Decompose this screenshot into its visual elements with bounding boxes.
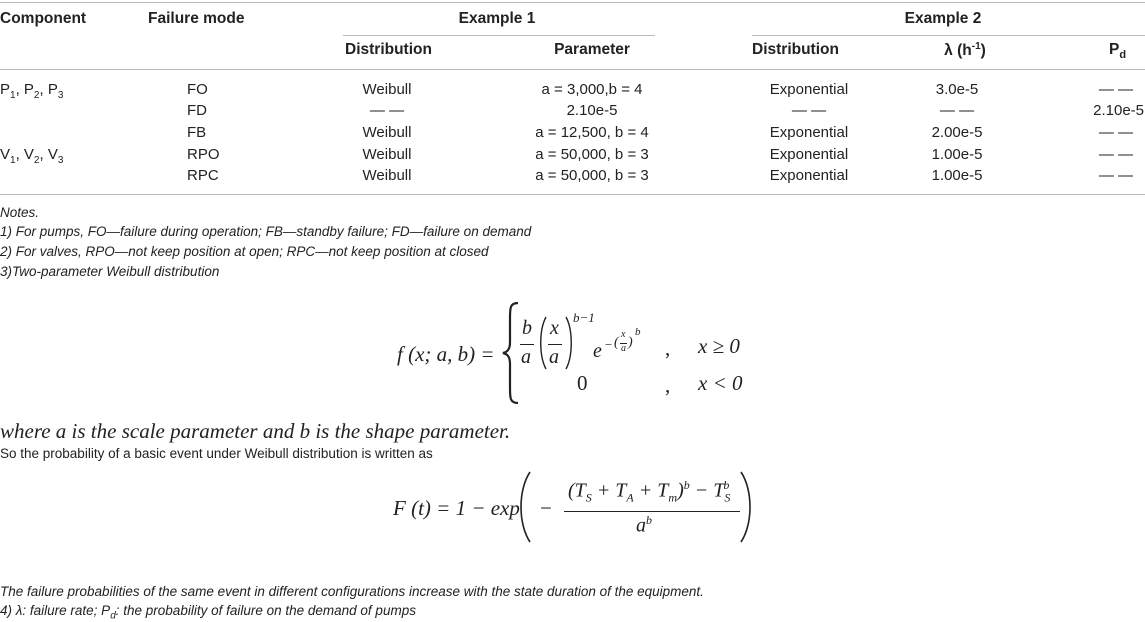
comma-1: , — [665, 336, 671, 360]
note-3: 3)Two-parameter Weibull distribution — [0, 264, 220, 279]
exp-minus: − — [604, 337, 613, 352]
row-4-pd: — — — [1098, 146, 1133, 163]
note-4: 4) λ: failure rate; $P_d$: the probability of failure on the demand of pumps — [0, 603, 416, 622]
frac-b-num: b — [522, 317, 532, 339]
row-2-e1-param: 2.10e-5 — [566, 102, 618, 119]
frac-x-num: x — [550, 317, 559, 339]
row-4-lambda: 1.00e-5 — [931, 146, 983, 163]
row-1-lambda: 3.0e-5 — [935, 81, 979, 98]
row-4-mode: RPO — [187, 146, 220, 163]
lambda-close: ) — [980, 42, 986, 60]
row-5-e1-dist: Weibull — [362, 167, 412, 184]
exp-a: a — [621, 343, 626, 354]
zero-value: 0 — [577, 371, 588, 395]
note-1: 1) For pumps, FO—failure during operation; FB—standby failure; FD—failure on demand — [0, 224, 532, 239]
F-minus: − — [540, 496, 552, 520]
table-top-rule — [0, 2, 1145, 3]
lambda-sup: -1 — [971, 41, 981, 52]
pd-text: P — [1109, 41, 1120, 58]
header-e1-parameter: Parameter — [554, 41, 630, 58]
row-1-e2-dist: Exponential — [769, 81, 849, 98]
row-4-e2-dist: Exponential — [769, 146, 849, 163]
header-e2-pd — [1109, 41, 1126, 61]
so-text: So the probability of a basic event under Weibull distribution is written as — [0, 446, 433, 461]
row-3-e1-dist: Weibull — [362, 124, 412, 141]
row-5-e1-param: a = 50,000, b = 3 — [535, 167, 649, 184]
row-2-pd: 2.10e-5 — [1093, 102, 1144, 119]
big-paren-open — [517, 470, 533, 544]
exp-paren-close: ) — [628, 335, 633, 350]
weibull-lhs: f (x; a, b) = — [397, 342, 495, 366]
component-pumps: $P_1$, $P_2$, $P_3$ — [0, 81, 64, 101]
F-denominator: $a^b$ — [636, 513, 652, 537]
header-failure-mode: Failure mode — [148, 10, 245, 27]
row-1-mode: FO — [187, 81, 208, 98]
frac-b-den: a — [521, 346, 531, 368]
row-3-e1-param: a = 12,500, b = 4 — [535, 124, 649, 141]
row-1-e1-dist: Weibull — [362, 81, 412, 98]
table-bottom-rule — [0, 194, 1145, 195]
row-2-e2-dist: — — — [791, 102, 827, 119]
example-2-underline — [752, 35, 1145, 36]
row-3-mode: FB — [187, 124, 207, 141]
note-2: 2) For valves, RPO—not keep position at open; RPC—not keep position at closed — [0, 244, 489, 259]
row-5-mode: RPC — [187, 167, 219, 184]
header-bottom-rule — [0, 69, 1145, 70]
condition-1: x ≥ 0 — [698, 334, 740, 358]
row-4-e1-dist: Weibull — [362, 146, 412, 163]
lambda-text: λ (h — [944, 42, 972, 60]
header-example-1: Example 1 — [458, 10, 536, 27]
row-3-pd: — — — [1098, 124, 1133, 141]
notes-heading: Notes. — [0, 205, 40, 220]
component-valves: $V_1$, $V_2$, $V_3$ — [0, 146, 64, 166]
header-e2-distribution: Distribution — [752, 41, 839, 58]
row-5-lambda: 1.00e-5 — [931, 167, 983, 184]
row-4-e1-param: a = 50,000, b = 3 — [535, 146, 649, 163]
row-3-e2-dist: Exponential — [769, 124, 849, 141]
F-fraction-bar — [564, 511, 740, 512]
paren-open — [538, 316, 548, 370]
left-brace — [501, 302, 521, 404]
row-3-lambda: 2.00e-5 — [931, 124, 983, 141]
row-1-e1-param: a = 3,000,b = 4 — [541, 81, 643, 98]
exp-b: b — [635, 326, 641, 338]
exp-x: x — [621, 329, 626, 340]
row-5-e2-dist: Exponential — [769, 167, 849, 184]
header-example-2: Example 2 — [904, 10, 982, 27]
header-e2-lambda — [944, 41, 986, 60]
F-lhs: F (t) = 1 − exp — [393, 496, 520, 520]
row-2-lambda: — — — [939, 102, 975, 119]
comma-2: , — [665, 373, 671, 397]
frac-x-den: a — [549, 346, 559, 368]
big-paren-close — [738, 470, 754, 544]
row-2-mode: FD — [187, 102, 207, 119]
row-1-pd: — — — [1098, 81, 1133, 98]
where-text: where a is the scale parameter and b is the shape parameter. — [0, 419, 511, 443]
header-e1-distribution: Distribution — [345, 41, 432, 58]
condition-2: x < 0 — [698, 371, 743, 395]
exp-e: e — [593, 340, 602, 362]
exp-paren: ( — [614, 335, 619, 350]
header-component: Component — [0, 10, 87, 27]
exp-b-minus-1: b−1 — [573, 310, 595, 325]
increase-text: The failure probabilities of the same event in different configurations increase with the state duration of the equipment. — [0, 584, 704, 599]
example-1-underline — [343, 35, 655, 36]
row-5-pd: — — — [1098, 167, 1133, 184]
F-numerator: $(T_S + T_A + T_m)^b - T_S^b$ — [568, 478, 731, 505]
pd-sub: d — [1119, 49, 1127, 62]
row-2-e1-dist: — — — [369, 102, 405, 119]
